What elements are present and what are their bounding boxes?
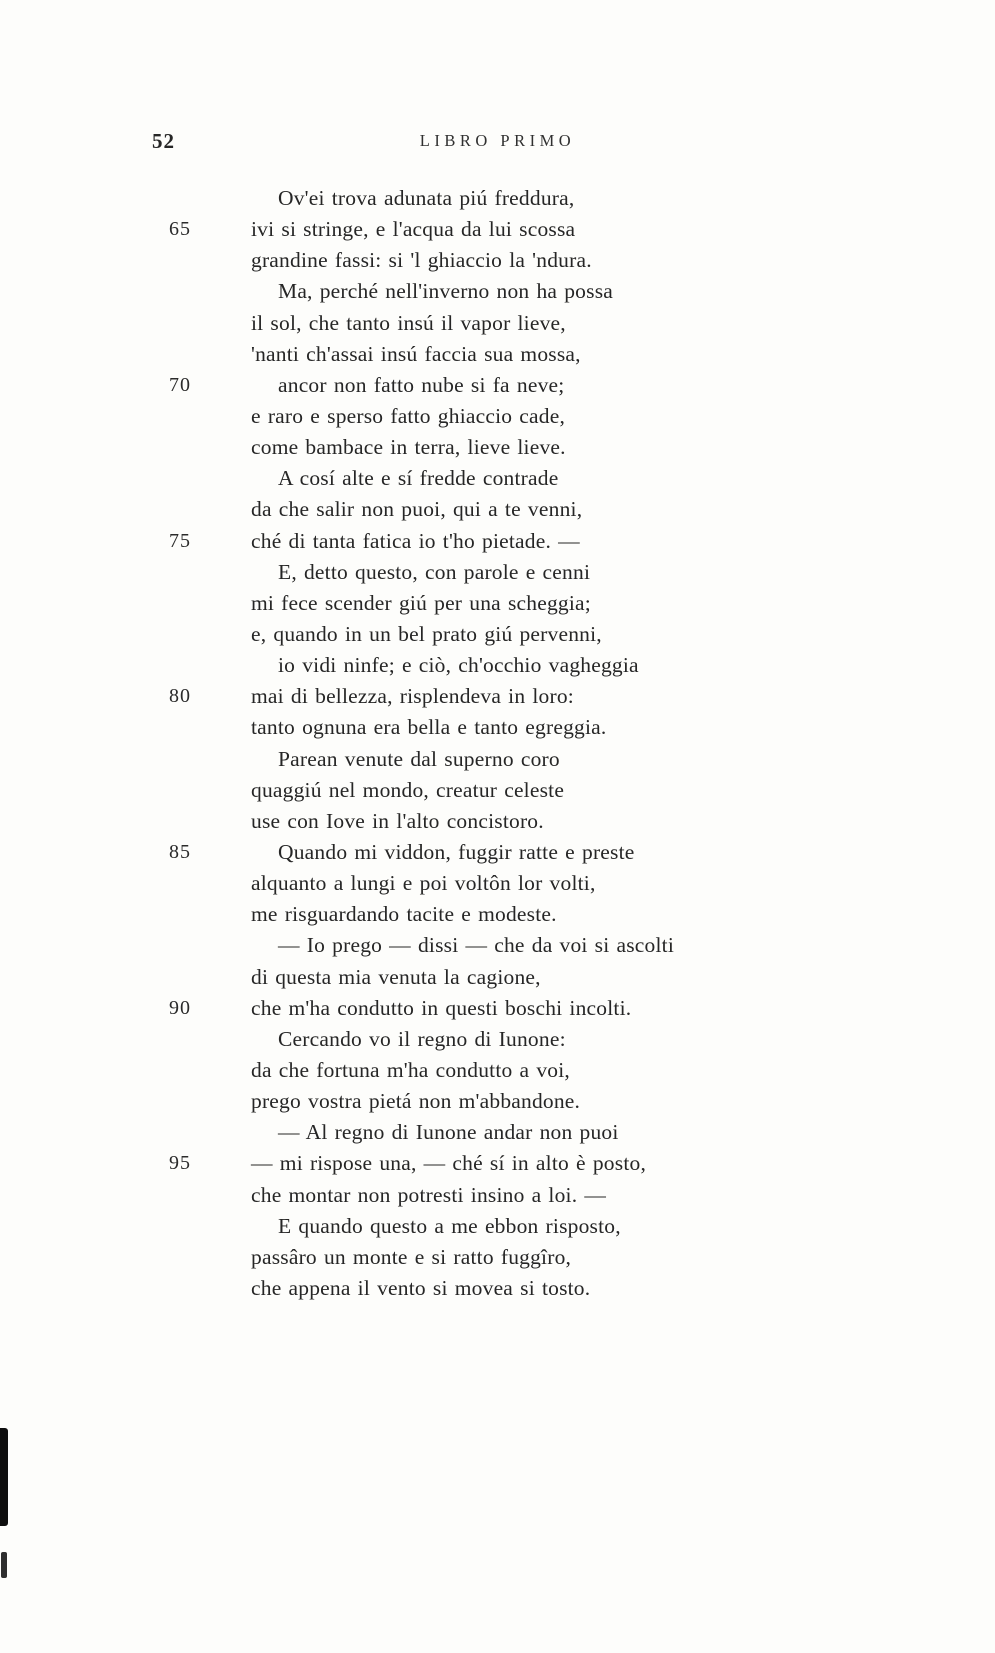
verse-text: grandine fassi: si 'l ghiaccio la 'ndura. xyxy=(251,248,592,273)
verse-text: Ma, perché nell'inverno non ha possa xyxy=(278,279,614,304)
poem-line xyxy=(169,993,674,1024)
verse-text: ancor non fatto nube si fa neve; xyxy=(278,372,565,397)
poem-line xyxy=(251,962,674,993)
poem-line xyxy=(251,868,674,899)
poem-line xyxy=(251,1055,674,1086)
poem-line xyxy=(169,681,674,712)
line-number: 95 xyxy=(169,1152,191,1175)
verse-text: alquanto a lungi e poi voltôn lor volti, xyxy=(251,871,596,896)
verse-text: da che salir non puoi, qui a te venni, xyxy=(251,497,583,522)
poem-line xyxy=(251,308,674,339)
verse-text: che montar non potresti insino a loi. — xyxy=(251,1182,607,1207)
poem-line xyxy=(169,526,674,557)
verse-text: Parean venute dal superno coro xyxy=(278,746,560,771)
verse-text: e raro e sperso fatto ghiaccio cade, xyxy=(251,403,566,428)
scan-ink-artifact-small xyxy=(1,1552,7,1578)
verse-text: use con Iove in l'alto concistoro. xyxy=(251,808,544,833)
line-number: 70 xyxy=(169,373,191,396)
verse-text: io vidi ninfe; e ciò, ch'occhio vagheggia xyxy=(278,653,639,678)
poem-line xyxy=(169,837,674,868)
poem-line xyxy=(251,930,674,961)
page-number: 52 xyxy=(152,129,175,153)
poem-line xyxy=(169,370,674,401)
poem-line xyxy=(251,650,674,681)
scan-ink-artifact xyxy=(0,1428,8,1526)
poem-line xyxy=(251,806,674,837)
verse-text: — Io prego — dissi — che da voi si ascolti xyxy=(278,933,675,958)
verse-text: prego vostra pietá non m'abbandone. xyxy=(251,1089,581,1114)
running-header: LIBRO PRIMO xyxy=(419,131,576,150)
poem-line xyxy=(251,557,674,588)
poem-line xyxy=(169,214,674,245)
verse-text: e, quando in un bel prato giú pervenni, xyxy=(251,621,602,646)
line-number: 75 xyxy=(169,529,191,552)
poem-line xyxy=(251,1180,674,1211)
poem-line xyxy=(251,1211,674,1242)
verse-text: mai di bellezza, risplendeva in loro: xyxy=(251,684,574,709)
verse-text: Quando mi viddon, fuggir ratte e preste xyxy=(278,839,635,864)
poem-line xyxy=(251,744,674,775)
verse-text: A cosí alte e sí fredde contrade xyxy=(278,466,559,491)
verse-text: tanto ognuna era bella e tanto egreggia. xyxy=(251,715,607,740)
verse-text: quaggiú nel mondo, creatur celeste xyxy=(251,777,565,802)
verse-text: — Al regno di Iunone andar non puoi xyxy=(278,1120,619,1145)
verse-text: 'nanti ch'assai insú faccia sua mossa, xyxy=(251,341,581,366)
verse-text: mi fece scender giú per una scheggia; xyxy=(251,590,591,615)
poem-line xyxy=(251,619,674,650)
poem-line xyxy=(251,1086,674,1117)
verse-text: Cercando vo il regno di Iunone: xyxy=(278,1026,566,1051)
poem-line xyxy=(251,245,674,276)
line-number: 85 xyxy=(169,840,191,863)
poem-line xyxy=(251,463,674,494)
verse-text: E quando questo a me ebbon risposto, xyxy=(278,1213,621,1238)
poem-line xyxy=(251,401,674,432)
verse-text: E, detto questo, con parole e cenni xyxy=(278,559,591,584)
poem-line xyxy=(251,494,674,525)
poem-line xyxy=(251,1024,674,1055)
poem-line xyxy=(169,1148,674,1179)
verse-text: che appena il vento si movea si tosto. xyxy=(251,1275,591,1300)
line-number: 65 xyxy=(169,218,191,241)
poem-line xyxy=(251,588,674,619)
poem-body xyxy=(169,183,675,1304)
verse-text: da che fortuna m'ha condutto a voi, xyxy=(251,1057,570,1082)
verse-text: il sol, che tanto insú il vapor lieve, xyxy=(251,310,566,335)
verse-text: che m'ha condutto in questi boschi incolti. xyxy=(251,995,632,1020)
poem-line xyxy=(251,276,674,307)
verse-text: di questa mia venuta la cagione, xyxy=(251,964,541,989)
verse-text: me risguardando tacite e modeste. xyxy=(251,902,557,927)
poem-line xyxy=(251,1242,674,1273)
poem-line xyxy=(251,899,674,930)
line-number: 90 xyxy=(169,996,191,1019)
poem-line xyxy=(251,712,674,743)
verse-text: — mi rispose una, — ché sí in alto è posto, xyxy=(251,1151,647,1176)
verse-text: Ov'ei trova adunata piú freddura, xyxy=(278,186,575,210)
verse-text: come bambace in terra, lieve lieve. xyxy=(251,435,566,460)
verse-text: passâro un monte e si ratto fuggîro, xyxy=(251,1244,572,1269)
verse-text: ché di tanta fatica io t'ho pietade. — xyxy=(251,528,580,553)
line-number: 80 xyxy=(169,685,191,708)
poem-line xyxy=(251,183,674,214)
poem-line xyxy=(251,1117,674,1148)
poem-line xyxy=(251,775,674,806)
verse-text: ivi si stringe, e l'acqua da lui scossa xyxy=(251,217,576,242)
poem-line xyxy=(251,1273,674,1304)
poem-line xyxy=(251,339,674,370)
poem-line xyxy=(251,432,674,463)
